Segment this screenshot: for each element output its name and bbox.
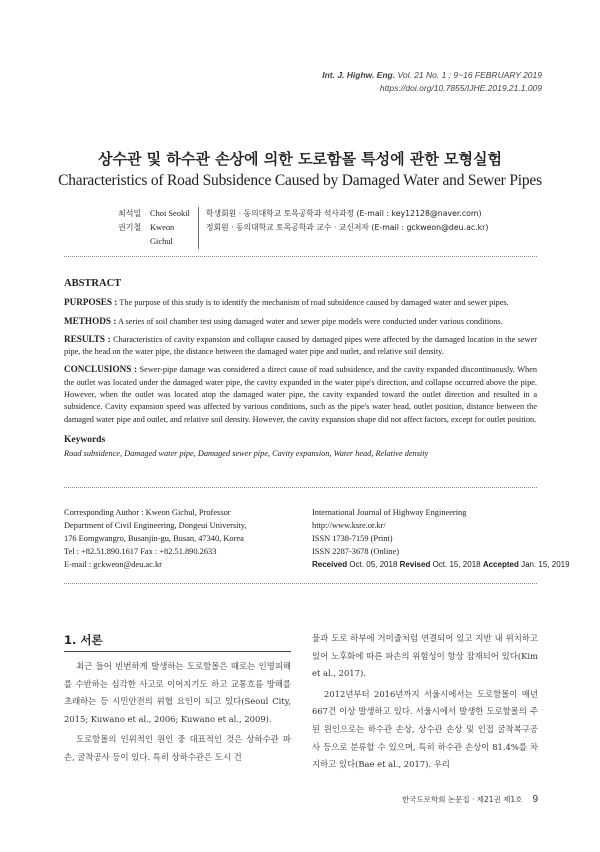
corr-line: 176 Eomgwangro, Busanjin-gu, Busan, 47340, Korea (64, 534, 244, 543)
journal-info (312, 506, 570, 571)
footer-journal: 한국도로학회 논문집 · 제21권 제1호 (402, 795, 523, 804)
author-name-en: Choi Seokil (150, 209, 190, 218)
section-heading: 1. 서론 (64, 633, 103, 647)
abstract-results: RESULTS : Characteristics of cavity expansion and collapse caused by damaged pipes were affected by the damaged location in the sewer pipe, the head on the water pipe, the distance between the damaged water pipe and outlet, and relative soil density. (64, 333, 537, 357)
abstract-conclusions: CONCLUSIONS : Sewer-pipe damage was considered a direct cause of road subsidence, and the cavity expanded discontinuously. When the outlet was located under the damaged water pipe, the cavity expanded in the water pipe's direction, and collapse occurred above the pipe. However, when the outlet was located atop the damaged water pipe, the cavity expanded toward the outlet direction and resulted in a subsidence. Cavity expansion speed was affected by various conditions, such as the pipe's water head, outlet position, distance between the damaged water pipe and outlet, and relative soil density. However, the cavity expansion shape did not affect factors, except for outlet position. (64, 364, 538, 424)
journal-info-line: ISSN 2287-3678 (Online) (312, 547, 400, 556)
author-name-ko: 권기철 (118, 223, 142, 232)
abstract-section (64, 278, 537, 466)
abstract-methods: METHODS : A series of soil chamber test using damaged water and sewer pipe models were conducted under various conditions. (64, 315, 503, 326)
corr-line: Department of Civil Engineering, Dongeui University, (64, 521, 247, 530)
divider (64, 583, 537, 584)
divider (64, 256, 537, 257)
doi-link[interactable]: https://doi.org/10.7855/IJHE.2019.21.1.009 (379, 83, 542, 93)
title-korean: 상수관 및 하수관 손상에 의한 도로함몰 특성에 관한 모형실험 (97, 150, 503, 168)
body-paragraph: 최근 들어 빈번하게 발생하는 도로함몰은 때로는 인명피해를 수반하는 심각한 사고로 이어지기도 하고 교통흐름 방해를 초래하는 등 시민안전의 위협 요인이 되고 있다(Seoul City, 2015; Kuwano et al., 2006; Kuwano et al., 2009). (64, 661, 291, 724)
manuscript-dates: Received Oct. 05, 2018 Revised Oct. 15, 2018 Accepted Jan. 15, 2019 (312, 560, 570, 569)
body-paragraph: 도로함몰의 인위적인 원인 중 대표적인 것은 상하수관 파손, 굴착공사 등이 있다. 특히 상하수관은 도시 건 (64, 734, 291, 762)
body-paragraph: 물과 도로 하부에 거미줄처럼 연결되어 있고 지반 내 위치하고 있어 노후화에 따른 파손의 위험성이 항상 잠재되어 있다(Kim et al., 2017). (312, 633, 538, 679)
corr-line: Corresponding Author : Kweon Gichul, Professor (64, 508, 231, 517)
keywords-list: Road subsidence, Damaged water pipe, Damaged sewer pipe, Cavity expansion, Water head, Relative density (64, 449, 429, 459)
author-row (118, 221, 488, 249)
journal-info-line: ISSN 1738-7159 (Print) (312, 534, 393, 543)
author-name-en: Kweon Gichul (150, 223, 175, 246)
journal-url[interactable]: http://www.ksre.or.kr/ (312, 521, 386, 530)
journal-info-line: International Journal of Highway Engineering (312, 508, 467, 517)
author-affiliation: 정회원 · 동의대학교 토목공학과 교수 · 교신저자 (E-mail : gckweon@deu.ac.kr) (206, 223, 489, 232)
page-footer (402, 794, 538, 805)
author-row (118, 207, 488, 221)
corresponding-author-info (64, 506, 247, 571)
body-column-left (64, 658, 291, 770)
abstract-purposes: PURPOSES : The purpose of this study is to identify the mechanism of road subsidence caused by damaged water and sewer pipes. (64, 297, 509, 308)
journal-header (322, 69, 542, 95)
journal-volume: Vol. 21 No. 1 : 9~16 FEBRUARY 2019 (397, 70, 542, 80)
corr-line: Tel : +82.51.890.1617 Fax : +82.51.890.2633 (64, 547, 217, 556)
body-paragraph: 2012년부터 2016년까지 서울시에서는 도로함몰이 매년 667건 이상 발생하고 있다. 서울시에서 발생한 도로함몰의 주된 원인으로는 하수관 손상, 상수관 손상 및 인접 굴착복구공사 등으로 분류할 수 있으며, 특히 하수관 손상이 81.4%를 차지하고 있다(Bae et al., 2017). 우리 (312, 688, 538, 770)
keywords-heading: Keywords (64, 434, 106, 445)
section-underline (64, 651, 291, 652)
page-number: 9 (532, 794, 538, 805)
divider (64, 487, 537, 488)
author-name-ko: 최석일 (118, 209, 142, 218)
abstract-heading: ABSTRACT (64, 278, 122, 289)
author-block (118, 207, 488, 249)
body-column-right (312, 630, 538, 777)
title-english: Characteristics of Road Subsidence Caused by Damaged Water and Sewer Pipes (58, 172, 542, 189)
corr-line: E-mail : gckweon@deu.ac.kr (64, 560, 162, 569)
author-affiliation: 학생회원 · 동의대학교 토목공학과 석사과정 (E-mail : key12128@naver.com) (206, 209, 482, 218)
journal-name: Int. J. Highw. Eng. (322, 70, 396, 80)
